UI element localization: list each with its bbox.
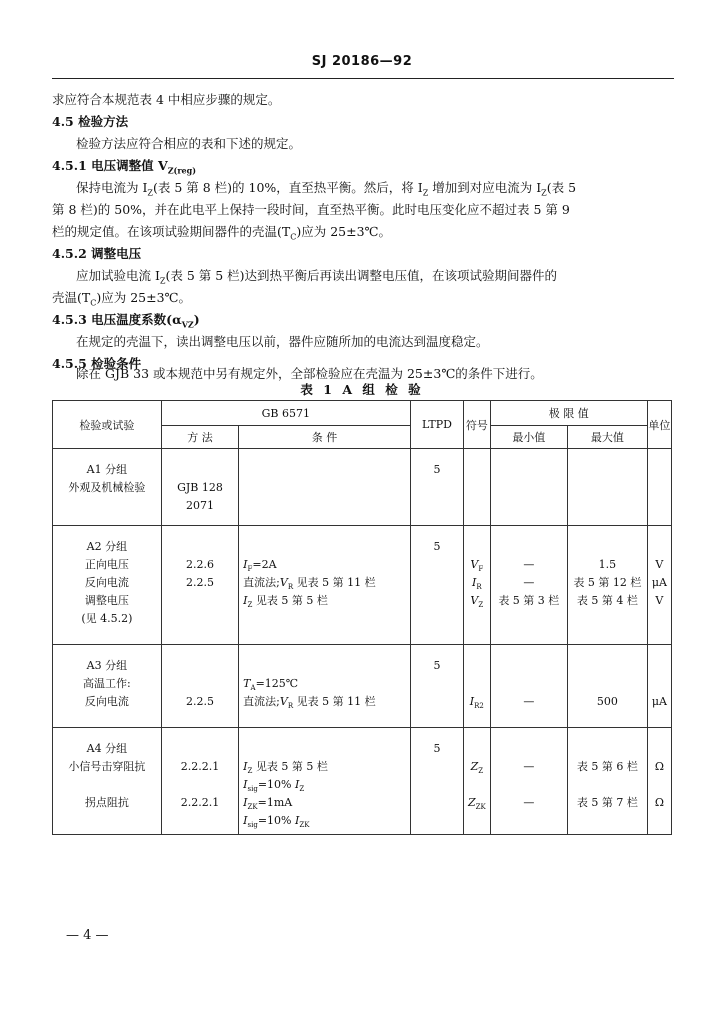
cell-method bbox=[161, 645, 238, 728]
cell-symbol-line bbox=[464, 610, 490, 628]
cell-ltpd bbox=[410, 728, 463, 835]
table-caption: 表 1 A 组 检 验 bbox=[300, 382, 424, 397]
cell-ltpd-line: 5 bbox=[433, 742, 441, 755]
cell-min-line bbox=[491, 675, 567, 693]
cell-min-line: — bbox=[523, 796, 535, 809]
cell-test-line: 拐点阻抗 bbox=[84, 796, 129, 809]
cell-method-line bbox=[162, 461, 238, 479]
cell-symbol-line bbox=[464, 812, 490, 830]
cell-max-line: 表 5 第 6 栏 bbox=[576, 760, 638, 773]
cell-min-line: — bbox=[523, 576, 535, 589]
cell-method-line: 2.2.5 bbox=[185, 695, 214, 708]
cell-symbol bbox=[464, 728, 491, 835]
cell-method-line bbox=[162, 592, 238, 610]
cell-condition bbox=[239, 526, 411, 645]
cell-min-line: — bbox=[523, 695, 535, 708]
section-4-5-1-line-1: 保持电流为 $I_Z$(表 5 第 8 栏)的 10%，直至热平衡。然后，将 $I_Z$ 增加到对应电流为 $I_Z$(表 5 bbox=[76, 180, 577, 198]
header-limit: 极 限 值 bbox=[490, 401, 647, 426]
cell-symbol bbox=[464, 645, 491, 728]
cell-max-line: 500 bbox=[596, 695, 618, 708]
cell-symbol-line: $Z_Z$ bbox=[470, 760, 484, 776]
cell-min-line bbox=[491, 776, 567, 794]
header-ltpd: LTPD bbox=[410, 401, 463, 449]
cell-method bbox=[161, 526, 238, 645]
cell-symbol-line: $I_R$ bbox=[472, 576, 482, 592]
cell-ltpd bbox=[410, 526, 463, 645]
cell-symbol-line bbox=[464, 675, 490, 693]
cell-method-line: 2.2.2.1 bbox=[180, 796, 220, 809]
section-4-5-5-heading: 4.5.5 检验条件 bbox=[52, 356, 142, 371]
section-4-5-2-line-1: 应加试验电流 $I_Z$(表 5 第 5 栏)达到热平衡后再读出调整电压值，在该项试验期间器件的 bbox=[76, 268, 558, 286]
cell-max-line: 表 5 第 7 栏 bbox=[576, 796, 638, 809]
cell-condition bbox=[239, 449, 411, 526]
cell-condition-line bbox=[243, 538, 410, 556]
header-test: 检验或试验 bbox=[53, 401, 162, 449]
cell-symbol-line bbox=[464, 657, 490, 675]
cell-test-line: A3 分组 bbox=[86, 659, 128, 672]
header-max: 最大值 bbox=[568, 426, 648, 449]
section-4-5-3-heading: 4.5.3 电压温度系数$(\alpha_{VZ})$ bbox=[52, 312, 200, 330]
cell-unit-line bbox=[648, 675, 671, 693]
cell-ltpd-line: 5 bbox=[433, 659, 441, 672]
cell-test-line: 正向电压 bbox=[84, 558, 129, 571]
table-row bbox=[53, 526, 672, 645]
cell-test-line: (见 4.5.2) bbox=[81, 612, 133, 625]
cell-condition bbox=[239, 728, 411, 835]
cell-method-line: 2071 bbox=[185, 499, 214, 512]
table-row bbox=[53, 449, 672, 526]
cell-max-line bbox=[568, 675, 647, 693]
cell-min-line: — bbox=[523, 558, 535, 571]
cell-ltpd bbox=[410, 645, 463, 728]
cell-method-line bbox=[162, 675, 238, 693]
cell-min bbox=[490, 645, 567, 728]
cell-unit-line bbox=[648, 740, 671, 758]
cell-test-line bbox=[53, 812, 161, 830]
page-number: — 4 — bbox=[66, 928, 109, 943]
cell-test bbox=[53, 526, 162, 645]
cell-condition-line: $I_{sig}=10\%$ $I_Z$ bbox=[243, 778, 305, 794]
cell-min-line bbox=[491, 610, 567, 628]
header-rule bbox=[52, 78, 674, 79]
cell-max-line bbox=[568, 776, 647, 794]
cell-symbol-line: $V_F$ bbox=[470, 558, 484, 574]
header-unit: 单位 bbox=[647, 401, 671, 449]
section-4-5-1-line-3: 栏的规定值。在该项试验期间器件的壳温$(T_C)$应为 25±3℃。 bbox=[52, 224, 392, 242]
cell-ltpd bbox=[410, 449, 463, 526]
paragraph-continuation: 求应符合本规范表 4 中相应步骤的规定。 bbox=[52, 92, 281, 107]
cell-max bbox=[568, 728, 648, 835]
cell-condition-line: 直流法$;V_R$ 见表 5 第 11 栏 bbox=[243, 576, 376, 592]
cell-method-line: GJB 128 bbox=[177, 481, 223, 494]
cell-test-line: 反向电流 bbox=[84, 695, 129, 708]
section-4-5-2-heading: 4.5.2 调整电压 bbox=[52, 246, 142, 261]
section-4-5-heading: 4.5 检验方法 bbox=[52, 114, 129, 129]
cell-method-line: 2.2.5 bbox=[185, 576, 214, 589]
cell-unit-line: V bbox=[655, 594, 664, 607]
cell-unit-line bbox=[648, 610, 671, 628]
cell-condition-line: $I_Z$ 见表 5 第 5 栏 bbox=[243, 760, 328, 776]
cell-unit bbox=[647, 449, 671, 526]
cell-min-line bbox=[491, 657, 567, 675]
cell-test-line: A4 分组 bbox=[86, 742, 128, 755]
cell-condition-line: $I_{ZK}=1mA$ bbox=[243, 796, 293, 812]
table-row bbox=[53, 728, 672, 835]
cell-method-line bbox=[162, 740, 238, 758]
cell-condition bbox=[239, 645, 411, 728]
cell-symbol-line bbox=[464, 776, 490, 794]
cell-unit bbox=[647, 645, 671, 728]
cell-condition-line bbox=[243, 740, 410, 758]
cell-min-line bbox=[491, 812, 567, 830]
cell-unit-line: Ω bbox=[654, 760, 664, 773]
cell-max-line bbox=[568, 812, 647, 830]
cell-unit bbox=[647, 728, 671, 835]
cell-test-line: A1 分组 bbox=[86, 463, 128, 476]
cell-min-line bbox=[491, 538, 567, 556]
cell-method-line bbox=[162, 812, 238, 830]
section-4-5-1-line-2: 第 8 栏)的 50%，并在此电平上保持一段时间，直至热平衡。此时电压变化应不超过表 5 第 9 bbox=[52, 202, 570, 217]
cell-test-line bbox=[53, 776, 161, 794]
cell-condition-line: 直流法$;V_R$ 见表 5 第 11 栏 bbox=[243, 695, 376, 711]
cell-max-line: 表 5 第 4 栏 bbox=[576, 594, 638, 607]
cell-test bbox=[53, 728, 162, 835]
cell-method-line: 2.2.6 bbox=[185, 558, 214, 571]
cell-method-line bbox=[162, 610, 238, 628]
section-4-5-text: 检验方法应符合相应的表和下述的规定。 bbox=[76, 136, 302, 151]
header-method: 方 法 bbox=[161, 426, 238, 449]
cell-condition-line: $I_F=2A$ bbox=[243, 558, 277, 574]
cell-unit bbox=[647, 526, 671, 645]
cell-min bbox=[490, 526, 567, 645]
cell-unit-line: μA bbox=[651, 695, 667, 708]
cell-max-line bbox=[568, 657, 647, 675]
cell-test-line: 外观及机械检验 bbox=[68, 481, 146, 494]
cell-condition-line bbox=[243, 610, 410, 628]
cell-symbol-line: $I_{R2}$ bbox=[469, 695, 484, 711]
cell-max-line bbox=[568, 610, 647, 628]
cell-unit-line bbox=[648, 776, 671, 794]
cell-max bbox=[568, 526, 648, 645]
cell-method bbox=[161, 449, 238, 526]
cell-min-line: — bbox=[523, 760, 535, 773]
cell-method-line bbox=[162, 776, 238, 794]
cell-symbol bbox=[464, 526, 491, 645]
cell-test-line: 小信号击穿阻抗 bbox=[68, 760, 146, 773]
cell-unit-line bbox=[648, 657, 671, 675]
cell-condition-line: $I_Z$ 见表 5 第 5 栏 bbox=[243, 594, 328, 610]
cell-test-line: 调整电压 bbox=[84, 594, 129, 607]
section-4-5-2-line-2: 壳温$(T_C)$应为 25±3℃。 bbox=[52, 290, 192, 308]
document-code-header: SJ 20186—92 bbox=[311, 54, 413, 69]
header-min: 最小值 bbox=[490, 426, 567, 449]
cell-test-line: A2 分组 bbox=[86, 540, 128, 553]
cell-unit-line: Ω bbox=[654, 796, 664, 809]
cell-test-line: 反向电流 bbox=[84, 576, 129, 589]
cell-condition-line bbox=[243, 657, 410, 675]
section-4-5-1-heading: 4.5.1 电压调整值 $V_{Z(reg)}$ bbox=[52, 158, 197, 176]
cell-unit-line bbox=[648, 812, 671, 830]
cell-unit-line: μA bbox=[651, 576, 667, 589]
cell-max-line: 1.5 bbox=[598, 558, 617, 571]
cell-symbol bbox=[464, 449, 491, 526]
cell-max bbox=[568, 449, 648, 526]
cell-symbol-line bbox=[464, 740, 490, 758]
cell-method bbox=[161, 728, 238, 835]
header-gb6571: GB 6571 bbox=[161, 401, 410, 426]
cell-method-line bbox=[162, 538, 238, 556]
cell-max bbox=[568, 645, 648, 728]
cell-unit-line: V bbox=[655, 558, 664, 571]
cell-test bbox=[53, 449, 162, 526]
cell-test bbox=[53, 645, 162, 728]
cell-condition-line: $T_A=125℃$ bbox=[243, 677, 299, 693]
cell-min bbox=[490, 449, 567, 526]
cell-symbol-line bbox=[464, 538, 490, 556]
cell-ltpd-line: 5 bbox=[433, 540, 441, 553]
header-symbol: 符号 bbox=[464, 401, 491, 449]
cell-symbol-line: $V_Z$ bbox=[470, 594, 484, 610]
section-4-5-3-text: 在规定的壳温下，读出调整电压以前，器件应随所加的电流达到温度稳定。 bbox=[76, 334, 489, 349]
cell-max-line bbox=[568, 538, 647, 556]
cell-condition-line: $I_{sig}=10\%$ $I_{ZK}$ bbox=[243, 814, 310, 830]
cell-ltpd-line: 5 bbox=[433, 463, 441, 476]
cell-min-line: 表 5 第 3 栏 bbox=[498, 594, 560, 607]
cell-unit-line bbox=[648, 538, 671, 556]
cell-max-line: 表 5 第 12 栏 bbox=[573, 576, 642, 589]
cell-symbol-line: $Z_{ZK}$ bbox=[467, 796, 486, 812]
cell-min-line bbox=[491, 740, 567, 758]
cell-test-line: 高温工作: bbox=[83, 677, 131, 690]
group-a-inspection-table bbox=[52, 400, 672, 835]
cell-min bbox=[490, 728, 567, 835]
cell-method-line bbox=[162, 657, 238, 675]
section-4-5-5-text: 除在 GJB 33 或本规范中另有规定外，全部检验应在壳温为 25±3℃的条件下进行。 bbox=[76, 366, 543, 381]
cell-max-line bbox=[568, 740, 647, 758]
table-row bbox=[53, 645, 672, 728]
header-condition: 条 件 bbox=[239, 426, 411, 449]
cell-method-line: 2.2.2.1 bbox=[180, 760, 220, 773]
